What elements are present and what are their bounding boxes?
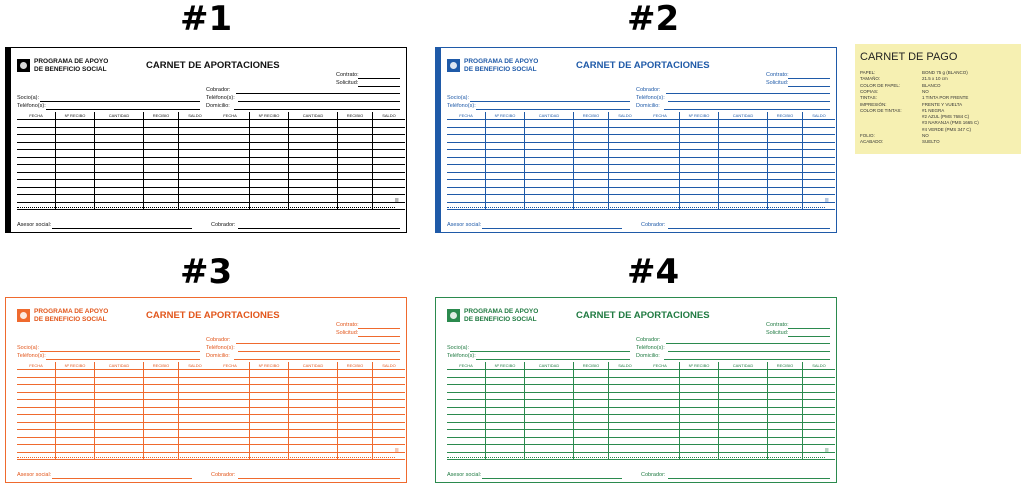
table-row [641,165,835,173]
column-header: FECHA [17,112,56,120]
table-row [211,120,405,128]
table-row [641,157,835,165]
variant-label-2: #2 [627,0,680,39]
table-row [17,445,211,453]
table-row [211,202,405,210]
table-row [641,445,835,453]
spec-row [860,133,1016,139]
carnet-card-3 [5,297,407,483]
column-header: Nº RECIBO [56,112,95,120]
table-row [17,377,211,385]
spec-title: CARNET DE PAGO [860,51,958,63]
column-header: Nº RECIBO [486,112,525,120]
spec-value: 21.5 x 10 cm [922,76,948,82]
table-row [17,195,211,203]
table-row [641,187,835,195]
table-row [211,172,405,180]
table-row [17,202,211,210]
asesor-line [482,228,622,229]
org-name: PROGRAMA DE APOYO DE BENEFICIO SOCIAL [34,308,109,323]
cobrador-bottom-label: Cobrador: [641,222,666,228]
column-header: Nº RECIBO [56,362,95,370]
column-header: CANTIDAD [289,362,338,370]
cobrador-bottom-label: Cobrador: [641,472,666,478]
table-row [211,135,405,143]
domicilio-line [664,359,830,360]
table-row [17,157,211,165]
table-row [211,452,405,460]
column-header: SALDO [179,112,212,120]
table-row [447,422,641,430]
spec-row [860,102,1016,108]
table-row [211,142,405,150]
table-row [641,377,835,385]
domicilio-label: Domicilio: [206,103,230,109]
vertical-mark: |||| [395,198,400,203]
column-header: Nº RECIBO [486,362,525,370]
table-row [211,157,405,165]
card-title: CARNET DE APORTACIONES [576,310,710,321]
table-row [641,430,835,438]
telefono-right-line [668,101,830,102]
spec-key: COLOR DE PAPEL: [860,82,901,88]
telefono-right-line [668,351,830,352]
socio-label: Socio(a): [447,345,470,351]
table-row [641,142,835,150]
solicitud-label: Solicitud: [766,330,789,336]
card-title: CARNET DE APORTACIONES [146,310,280,321]
column-header: FECHA [641,112,680,120]
program-logo-icon [17,309,30,322]
table-row [17,180,211,188]
solicitud-label: Solicitud: [336,80,359,86]
telefono-right-label: Teléfono(s): [206,345,235,351]
table-row [447,407,641,415]
table-row [17,127,211,135]
column-header: CANTIDAD [289,112,338,120]
asesor-label: Asesor social: [447,472,482,478]
table-row [641,400,835,408]
cobrador-label: Cobrador: [206,337,231,343]
table-row [211,127,405,135]
column-header: RECIBIO [768,362,803,370]
cobrador-bottom-label: Cobrador: [211,472,236,478]
table-row [447,452,641,460]
table-row [211,385,405,393]
spec-key: ACABADO: [860,139,884,145]
telefono-left-label: Teléfono(s): [17,103,46,109]
table-row [447,202,641,210]
column-header: SALDO [803,362,836,370]
payments-table-right [641,362,835,460]
table-row [17,452,211,460]
table-row [211,187,405,195]
domicilio-line [664,109,830,110]
spec-value: FRENTE Y VUELTA [922,101,963,107]
socio-line [40,101,200,102]
spec-row [860,89,1016,95]
contrato-label: Contrato: [336,72,359,78]
cobrador-bottom-line [668,478,830,479]
table-row [641,407,835,415]
carnet-card-4 [435,297,837,483]
asesor-label: Asesor social: [17,222,52,228]
solicitud-line [788,336,830,337]
spec-row [860,114,1016,120]
telefono-left-line [46,109,200,110]
asesor-label: Asesor social: [447,222,482,228]
table-row [641,385,835,393]
spec-note [855,44,1021,154]
solicitud-label: Solicitud: [766,80,789,86]
contrato-line [788,328,830,329]
column-header: Nº RECIBO [250,362,289,370]
column-header: SALDO [803,112,836,120]
column-header: Nº RECIBO [680,112,719,120]
column-header: CANTIDAD [719,362,768,370]
socio-label: Socio(a): [17,345,40,351]
variant-label-3: #3 [180,252,233,292]
table-row [641,120,835,128]
cobrador-line [666,343,830,344]
org-name: PROGRAMA DE APOYO DE BENEFICIO SOCIAL [464,308,539,323]
payments-table-right [211,362,405,460]
solicitud-line [358,86,400,87]
telefono-left-label: Teléfono(s): [447,103,476,109]
table-row [211,400,405,408]
table-row [17,385,211,393]
spec-row [860,76,1016,82]
table-row [17,430,211,438]
table-row [641,370,835,378]
table-row [641,452,835,460]
spec-row [860,83,1016,89]
asesor-line [482,478,622,479]
table-row [641,135,835,143]
table-row [17,187,211,195]
table-row [447,150,641,158]
table-row [641,437,835,445]
telefono-left-label: Teléfono(s): [17,353,46,359]
column-header: FECHA [447,362,486,370]
spec-value: #2 AZUL (PMS 7684 C) [922,114,970,120]
table-row [17,150,211,158]
table-row [447,400,641,408]
payments-table-right [641,112,835,210]
vertical-mark: |||| [825,198,830,203]
spec-row [860,70,1016,76]
table-row [447,370,641,378]
table-row [447,392,641,400]
column-header: FECHA [447,112,486,120]
contrato-line [788,78,830,79]
telefono-left-line [46,359,200,360]
spec-row [860,108,1016,114]
table-row [17,407,211,415]
socio-label: Socio(a): [447,95,470,101]
spec-row [860,120,1016,126]
column-header: FECHA [211,112,250,120]
spec-value: SUELTO [922,139,940,145]
spec-value: BLANCO [922,82,941,88]
table-row [447,445,641,453]
table-row [211,370,405,378]
cobrador-label: Cobrador: [206,87,231,93]
cobrador-bottom-label: Cobrador: [211,222,236,228]
column-header: RECIBIO [574,362,609,370]
column-header: FECHA [211,362,250,370]
spec-key: TINTAS: [860,95,877,101]
telefono-right-line [238,101,400,102]
spec-value: #1 NEGRA [922,107,945,113]
column-header: FECHA [17,362,56,370]
table-row [17,400,211,408]
table-row [641,150,835,158]
table-row [641,195,835,203]
column-header: RECIBIO [144,362,179,370]
table-row [211,445,405,453]
domicilio-label: Domicilio: [206,353,230,359]
carnet-card-2 [435,47,837,233]
spec-key: FOLIO: [860,133,875,138]
table-row [211,437,405,445]
org-name: PROGRAMA DE APOYO DE BENEFICIO SOCIAL [464,58,539,73]
telefono-right-label: Teléfono(s): [636,95,665,101]
asesor-line [52,478,192,479]
column-header: SALDO [609,112,642,120]
socio-line [470,351,630,352]
spec-key: PAPEL: [860,70,876,75]
table-row [447,127,641,135]
payments-table-left [447,112,641,210]
domicilio-line [234,109,400,110]
telefono-right-line [238,351,400,352]
table-row [211,165,405,173]
payments-table-left [17,362,211,460]
table-row [211,180,405,188]
table-row [641,415,835,423]
table-row [447,180,641,188]
vertical-mark: |||| [825,448,830,453]
table-row [17,415,211,423]
spec-row [860,139,1016,145]
program-logo-icon [447,59,460,72]
card-title: CARNET DE APORTACIONES [146,60,280,71]
table-row [447,165,641,173]
table-row [211,195,405,203]
telefono-left-line [476,359,630,360]
domicilio-line [234,359,400,360]
spec-value: #4 VERDE (PMS 347 C) [922,126,972,132]
variant-label-4: #4 [627,252,680,292]
domicilio-label: Domicilio: [636,353,660,359]
table-row [447,157,641,165]
table-row [447,142,641,150]
cobrador-line [236,93,400,94]
column-header: RECIBIO [574,112,609,120]
domicilio-label: Domicilio: [636,103,660,109]
fine-print-line [17,207,395,208]
column-header: RECIBIO [338,362,373,370]
table-row [447,377,641,385]
org-name: PROGRAMA DE APOYO DE BENEFICIO SOCIAL [34,58,109,73]
table-row [211,392,405,400]
column-header: CANTIDAD [525,362,574,370]
cobrador-line [666,93,830,94]
vertical-mark: |||| [395,448,400,453]
carnet-card-1 [5,47,407,233]
program-logo-icon [17,59,30,72]
telefono-left-line [476,109,630,110]
asesor-label: Asesor social: [17,472,52,478]
table-row [447,187,641,195]
table-row [641,422,835,430]
table-row [211,150,405,158]
table-row [641,392,835,400]
contrato-line [358,78,400,79]
column-header: Nº RECIBO [680,362,719,370]
table-row [447,385,641,393]
telefono-right-label: Teléfono(s): [636,345,665,351]
table-row [211,377,405,385]
table-row [211,415,405,423]
column-header: SALDO [373,112,406,120]
spec-value: NO [922,133,929,138]
fine-print-line [447,457,825,458]
table-row [447,415,641,423]
spec-value: BOND 75 g (BLANCO) [922,70,968,75]
spec-key: TAMAÑO: [860,76,881,82]
column-header: CANTIDAD [95,112,144,120]
telefono-right-label: Teléfono(s): [206,95,235,101]
payments-table-right [211,112,405,210]
side-band [6,48,11,232]
telefono-left-label: Teléfono(s): [447,353,476,359]
table-row [641,202,835,210]
side-band [436,48,441,232]
table-row [17,135,211,143]
table-row [17,370,211,378]
spec-value: #3 NARANJA (PMS 1665 C) [922,120,979,126]
table-row [641,172,835,180]
solicitud-line [358,336,400,337]
column-header: CANTIDAD [95,362,144,370]
socio-line [40,351,200,352]
variant-label-1: #1 [180,0,233,39]
cobrador-label: Cobrador: [636,87,661,93]
fine-print-line [17,457,395,458]
table-row [447,172,641,180]
cobrador-line [236,343,400,344]
spec-value: 1 TINTA POR FRENTE [922,95,969,101]
cobrador-bottom-line [238,228,400,229]
spec-value: NO [922,88,929,94]
column-header: SALDO [179,362,212,370]
table-row [641,127,835,135]
table-row [211,407,405,415]
column-header: RECIBIO [768,112,803,120]
program-logo-icon [447,309,460,322]
table-row [447,437,641,445]
spec-key: COPIAS: [860,88,879,94]
table-row [17,165,211,173]
solicitud-label: Solicitud: [336,330,359,336]
contrato-label: Contrato: [336,322,359,328]
socio-line [470,101,630,102]
table-row [641,180,835,188]
fine-print-line [447,207,825,208]
solicitud-line [788,86,830,87]
cobrador-bottom-line [668,228,830,229]
table-row [17,392,211,400]
table-row [17,120,211,128]
column-header: RECIBIO [144,112,179,120]
table-row [447,195,641,203]
column-header: FECHA [641,362,680,370]
table-row [447,120,641,128]
contrato-line [358,328,400,329]
table-row [447,135,641,143]
socio-label: Socio(a): [17,95,40,101]
table-row [211,422,405,430]
spec-key: IMPRESIÓN: [860,101,887,107]
column-header: CANTIDAD [525,112,574,120]
column-header: CANTIDAD [719,112,768,120]
payments-table-left [447,362,641,460]
column-header: SALDO [373,362,406,370]
table-row [17,142,211,150]
spec-row [860,95,1016,101]
table-row [17,422,211,430]
column-header: SALDO [609,362,642,370]
column-header: Nº RECIBO [250,112,289,120]
contrato-label: Contrato: [766,72,789,78]
asesor-line [52,228,192,229]
table-row [211,430,405,438]
card-title: CARNET DE APORTACIONES [576,60,710,71]
cobrador-label: Cobrador: [636,337,661,343]
contrato-label: Contrato: [766,322,789,328]
column-header: RECIBIO [338,112,373,120]
table-row [447,430,641,438]
payments-table-left [17,112,211,210]
cobrador-bottom-line [238,478,400,479]
spec-row [860,127,1016,133]
table-row [17,172,211,180]
spec-key: COLOR DE TINTAS: [860,107,902,113]
table-row [17,437,211,445]
